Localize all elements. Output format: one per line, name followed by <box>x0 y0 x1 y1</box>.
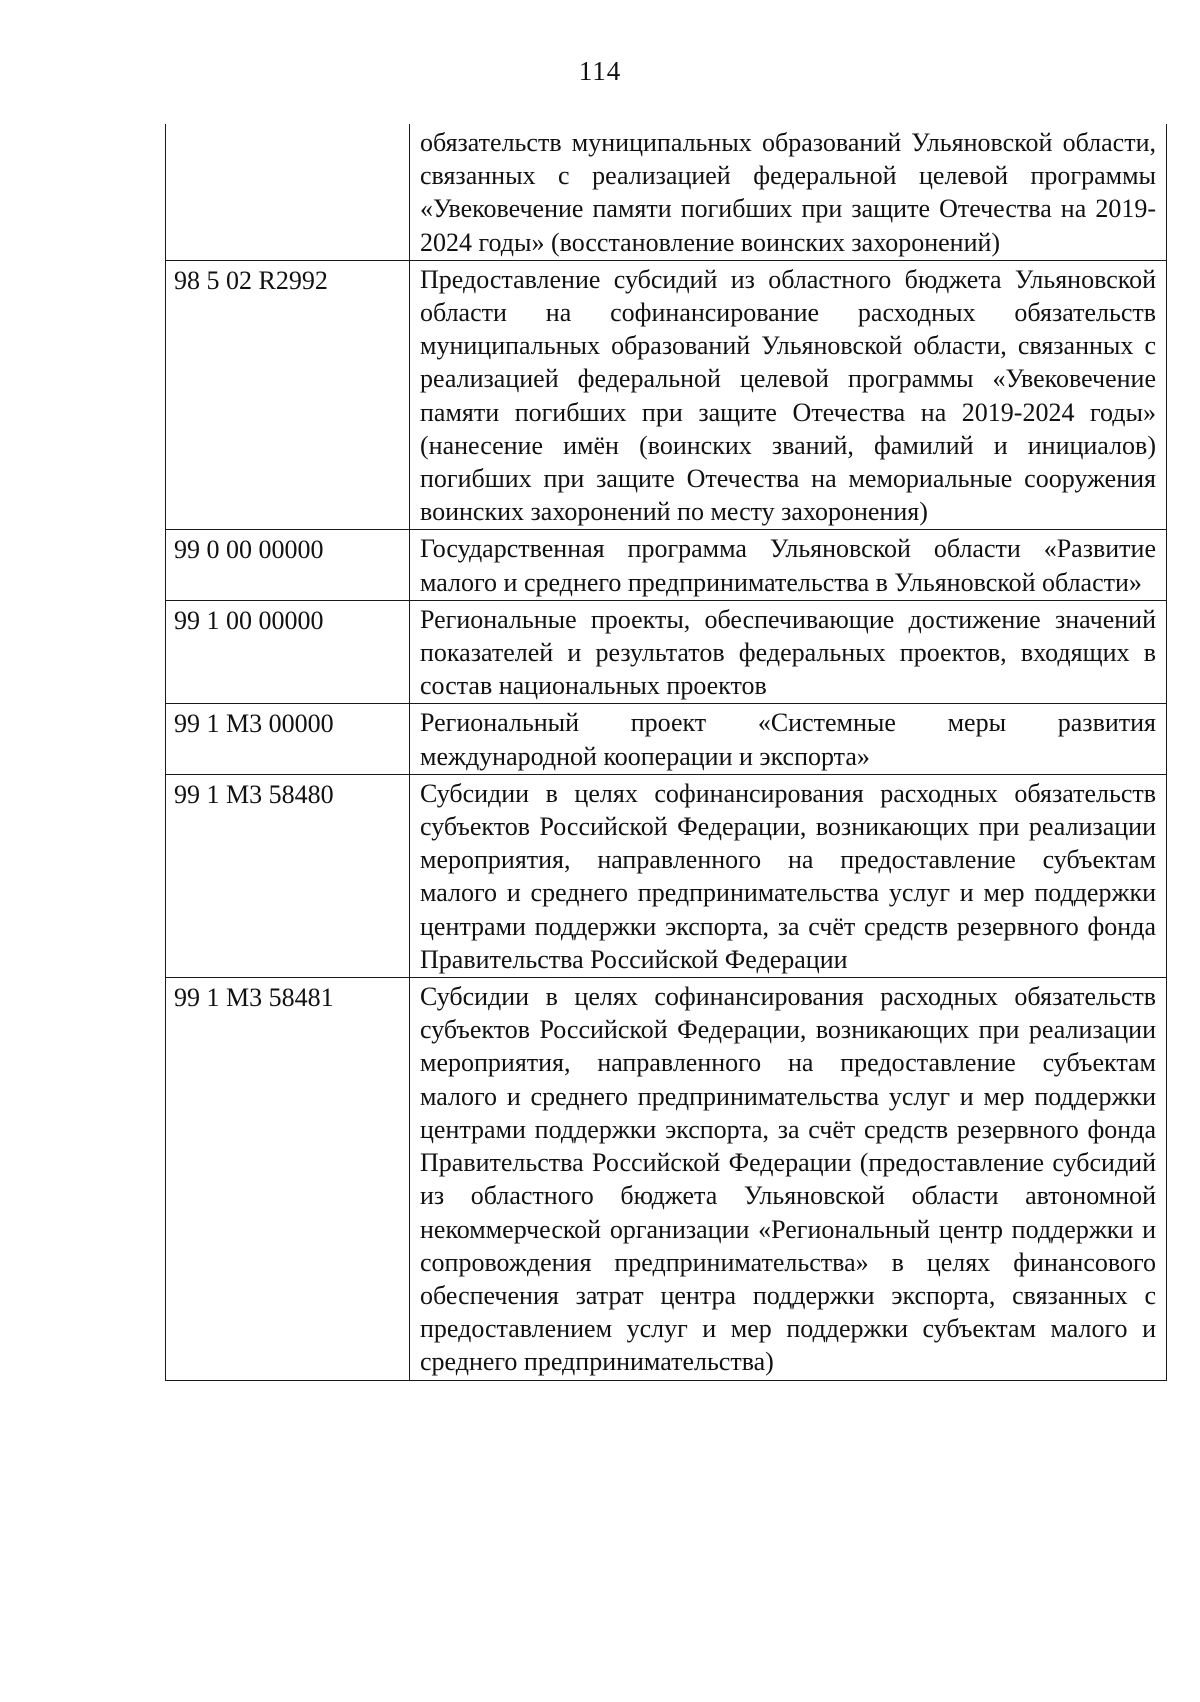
row-description: Предоставление субсидий из областного бюджета Ульяновской области на софинансирование расходных обязательств муниципальных образований Ульяновской области, связанных с реализацией федеральной целевой программы «Увековечение памяти погибших при защите Отечества на 2019-2024 годы» (нанесение имён (воинских званий, фамилий и инициалов) погибших при защите Отечества на мемориальные сооружения воинских захоронений по месту захоронения) <box>410 260 1167 530</box>
row-description: Субсидии в целях софинансирования расходных обязательств субъектов Российской Федерации, возникающих при реализации мероприятия, направленного на предоставление субъектам малого и среднего предпринимательства услуг и мер поддержки центрами поддержки экспорта, за счёт средств резервного фонда Правительства Российской Федерации (предоставление субсидий из областного бюджета Ульяновской области автономной некоммерческой организации «Региональный центр поддержки и сопровождения предпринимательства» в целях финансового обеспечения затрат центра поддержки экспорта, связанных с предоставлением услуг и мер поддержки субъектам малого и среднего предпринимательства) <box>410 978 1167 1380</box>
row-description: Региональные проекты, обеспечивающие достижение значений показателей и результатов федеральных проектов, входящих в состав национальных проектов <box>410 600 1167 704</box>
row-code: 99 1 M3 00000 <box>166 704 410 774</box>
table-row <box>166 704 1167 774</box>
row-description: Региональный проект «Системные меры развития международной кооперации и экспорта» <box>410 704 1167 774</box>
table-row <box>166 260 1167 530</box>
table-row <box>166 978 1167 1380</box>
row-code: 99 0 00 00000 <box>166 530 410 600</box>
row-description: Субсидии в целях софинансирования расходных обязательств субъектов Российской Федерации, возникающих при реализации мероприятия, направленного на предоставление субъектам малого и среднего предпринимательства услуг и мер поддержки центрами поддержки экспорта, за счёт средств резервного фонда Правительства Российской Федерации <box>410 774 1167 977</box>
row-code: 99 1 M3 58481 <box>166 978 410 1380</box>
row-code <box>166 124 410 260</box>
row-description: обязательств муниципальных образований Ульяновской области, связанных с реализацией федеральной целевой программы «Увековечение памяти погибших при защите Отечества на 2019-2024 годы» (восстановление воинских захоронений) <box>410 124 1167 260</box>
row-description: Государственная программа Ульяновской области «Развитие малого и среднего предпринимательства в Ульяновской области» <box>410 530 1167 600</box>
table-row <box>166 124 1167 260</box>
row-code: 99 1 M3 58480 <box>166 774 410 977</box>
table-row <box>166 530 1167 600</box>
row-code: 98 5 02 R2992 <box>166 260 410 530</box>
table-row <box>166 600 1167 704</box>
budget-classification-table <box>165 124 1167 1381</box>
table-row <box>166 774 1167 977</box>
row-code: 99 1 00 00000 <box>166 600 410 704</box>
page-number: 114 <box>578 56 622 86</box>
